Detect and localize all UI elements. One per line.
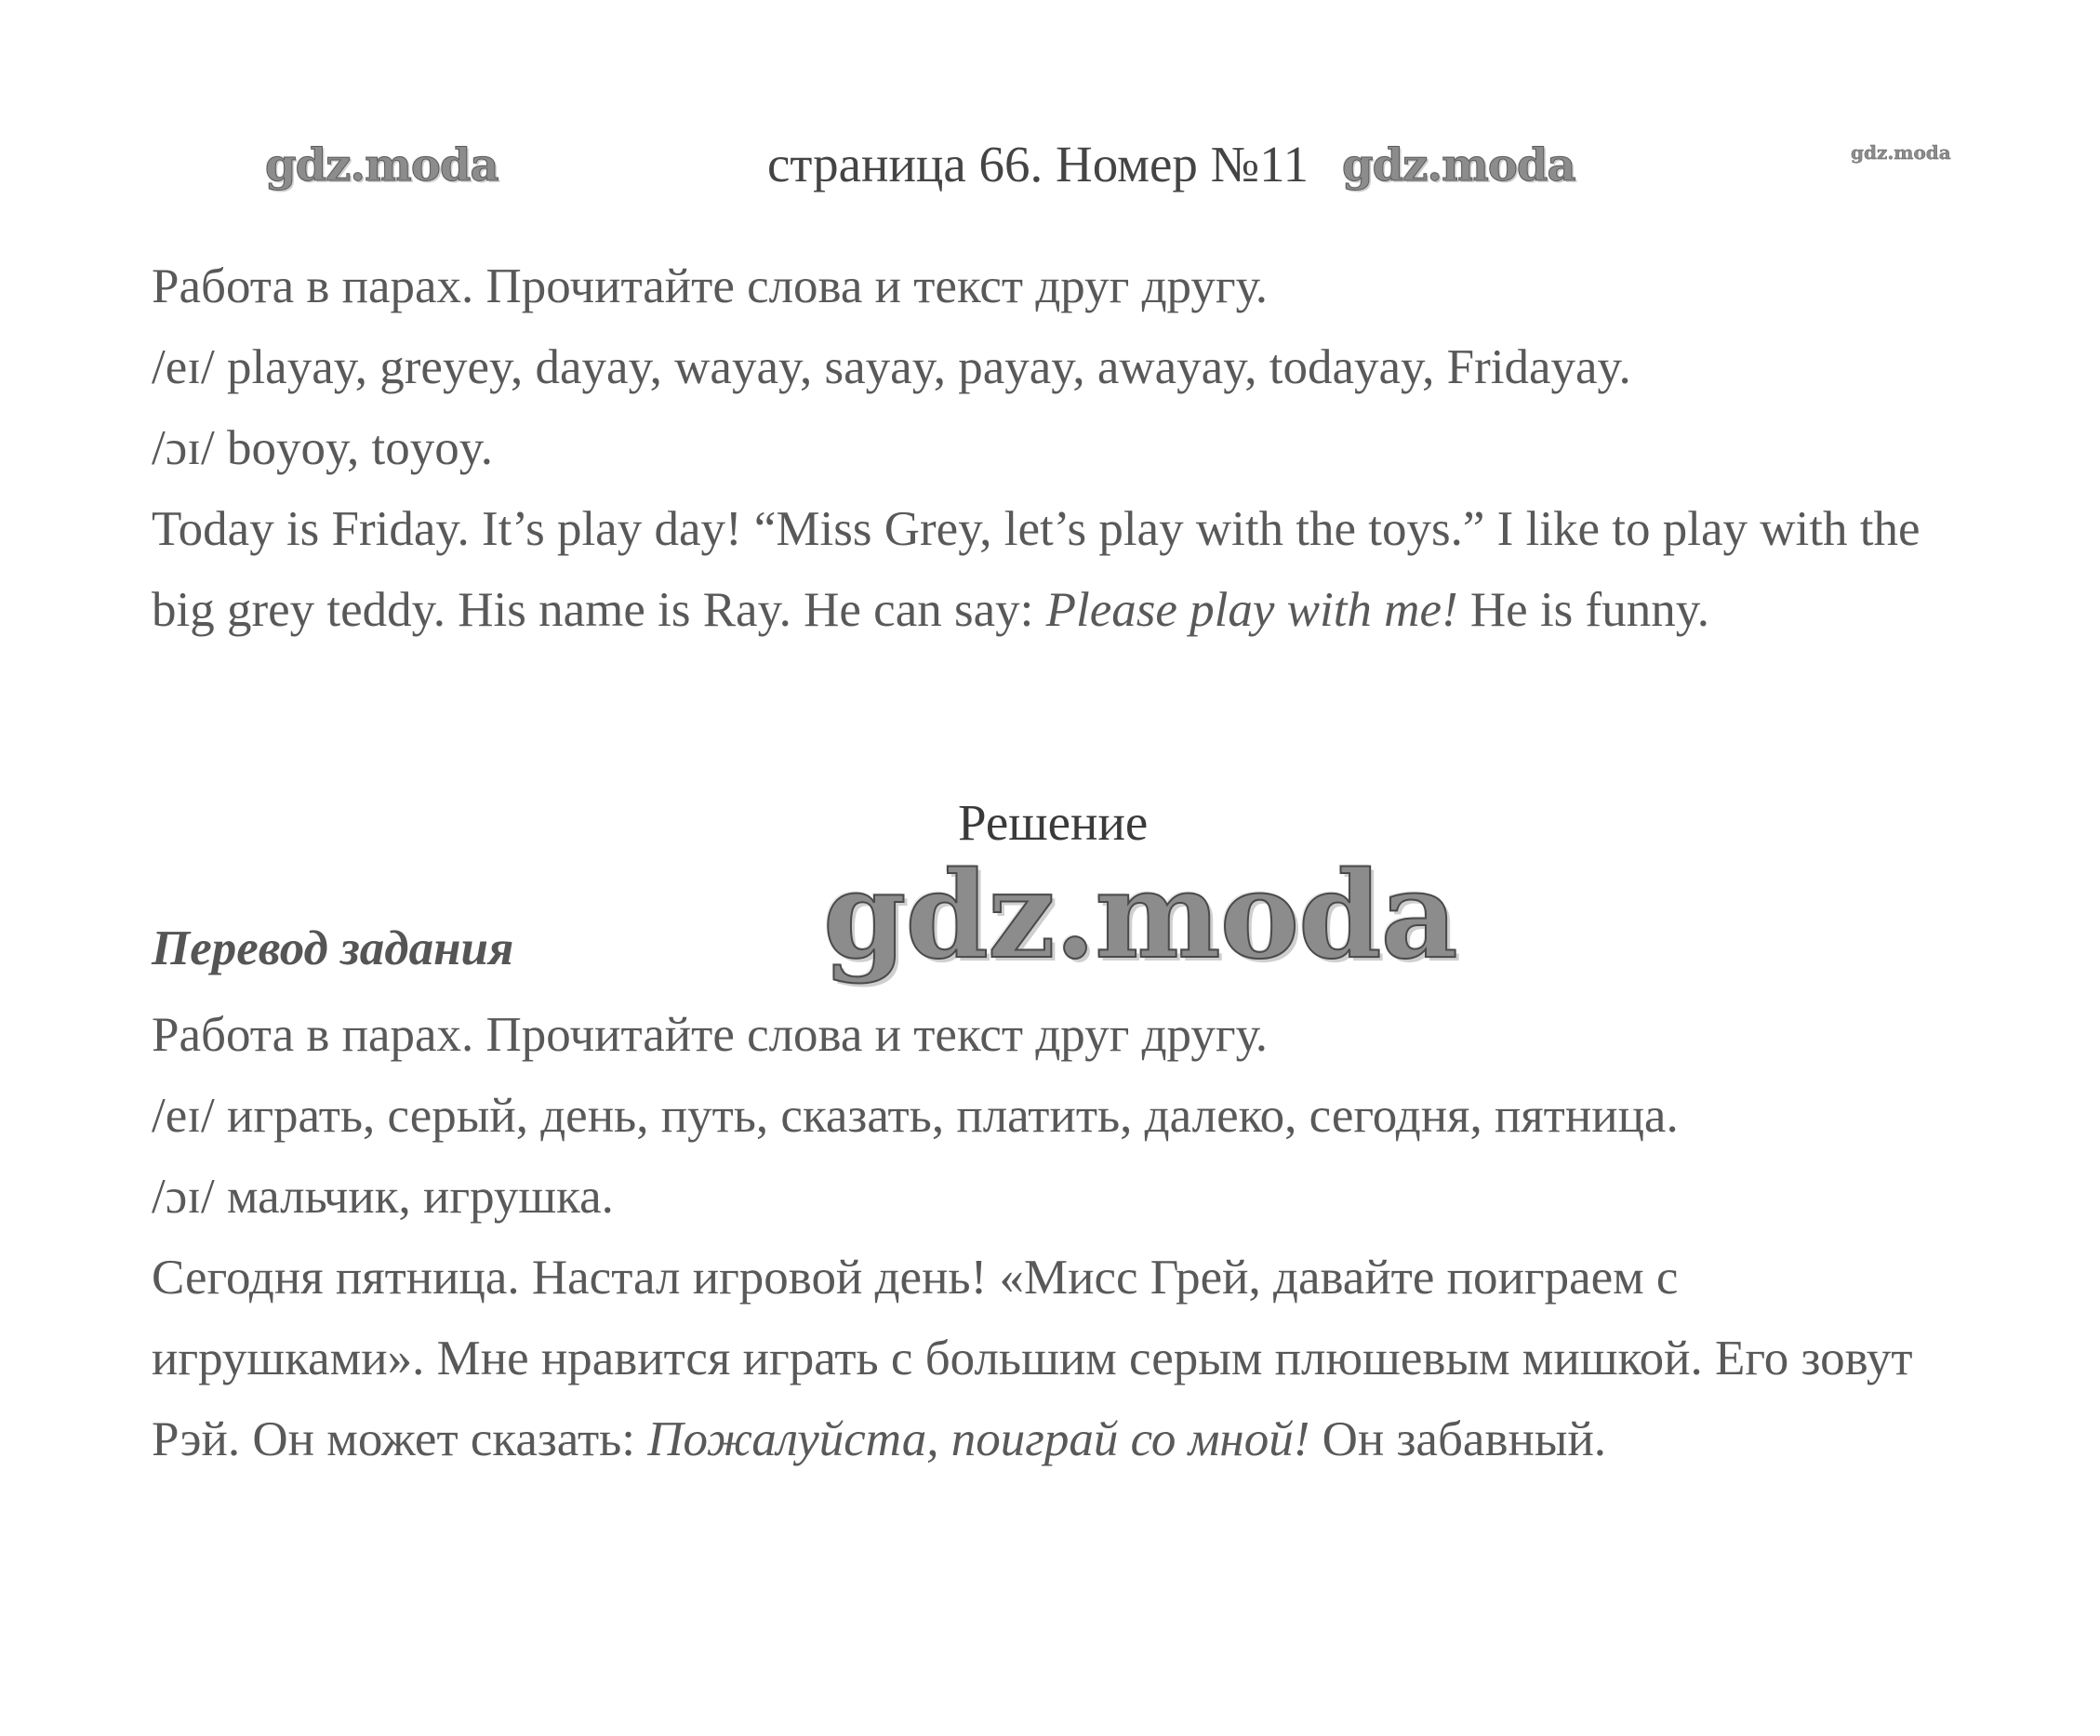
watermark-center: gdz.moda [823,846,1457,986]
translation-section [152,995,1984,1480]
translation-text [152,1238,1919,1480]
task-ei-words: /eɪ/ playay, greyey, dayay, wayay, sayay, payay, awayay, todayay, Fridayay. [152,340,1631,394]
translation-ei-words: /eɪ/ играть, серый, день, путь, сказать, платить, далеко, сегодня, пятница. [152,1089,1679,1143]
translation-oi-words: /ɔɪ/ мальчик, игрушка. [152,1170,614,1224]
task-oi-words: /ɔɪ/ boyoy, toyoy. [152,421,494,475]
task-section [152,246,1984,651]
task-text [152,489,1984,651]
task-text-italic: Please play with me! [1045,583,1458,637]
translation-text-italic: Пожалуйста, поиграй со мной! [647,1412,1310,1466]
page-title: страница 66. Номер №11 [767,136,1309,192]
translation-text-part1: Сегодня пятница. Настал игровой день! «Мисс Грей, давайте поиграем с игрушками». Мне нравится играть с большим серым плюшевым мишкой. Его зовут Рэй. Он может сказать: [152,1251,1913,1466]
solution-title: Решение [958,794,1149,851]
translation-heading: Перевод задания [152,921,514,975]
watermark-top-left: gdz.moda [265,139,498,192]
translation-text-part2: Он забавный. [1309,1412,1607,1466]
task-text-part2: He is funny. [1457,583,1709,637]
task-text-part1: Today is Friday. It’s play day! “Miss Grey, let’s play with the toys.” I like to play with the big grey teddy. His name is Ray. He can say: [152,502,1921,637]
watermark-top-center: gdz.moda [1342,139,1575,192]
task-instruction: Работа в парах. Прочитайте слова и текст друг другу. [152,259,1269,313]
translation-instruction: Работа в парах. Прочитайте слова и текст друг другу. [152,1008,1269,1062]
watermark-top-right: gdz.moda [1851,141,1951,164]
